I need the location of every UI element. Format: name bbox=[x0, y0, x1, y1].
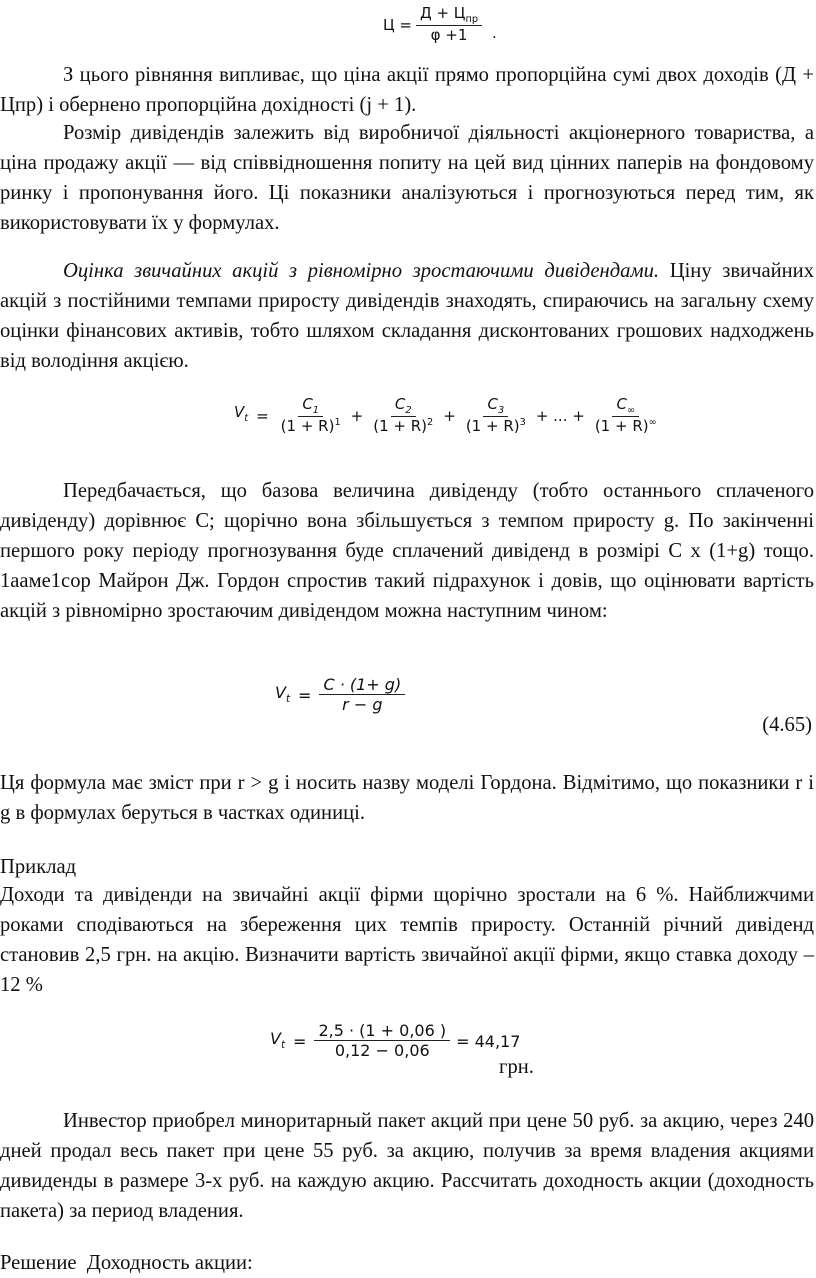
example-unit: грн. bbox=[499, 1056, 534, 1078]
pv-lhs-sub: t bbox=[244, 413, 249, 425]
gordon-fraction bbox=[319, 676, 405, 715]
pv-term-2: $\frac{C_2}{(1 + R)^2}$ bbox=[373, 395, 434, 436]
solution-line: Решение Доходность акции: bbox=[0, 1252, 253, 1274]
gordon-lhs: V bbox=[275, 682, 286, 702]
paragraph-price-explanation: З цього рівняння випливає, що ціна акції прямо пропорційна сумі двох доходів (Д + Цпр) і обернено пропорційна дохідності (j + 1). bbox=[0, 64, 814, 116]
example-result: = 44,17 bbox=[456, 1031, 521, 1051]
gordon-lhs-sub: t bbox=[285, 692, 291, 705]
paragraph-example-task: Доходи та дивіденди на звичайні акції фірми щорічно зростали на 6 %. Найближчими роками сподіваються на збереження цих темпів приросту. Останній річний дивіденд становив 2,5 грн. на акцію. Визначити вартість звичайної акції фірми, якщо ставка доходу – 12 % bbox=[0, 884, 814, 996]
example-lhs-sub: t bbox=[280, 1038, 286, 1051]
gordon-numerator: C · (1+ g) bbox=[319, 676, 405, 695]
price-formula-denominator: φ +1 bbox=[430, 26, 468, 45]
paragraph-gordon-conditions: Ця формула має зміст при r > g і носить назву моделі Гордона. Відмітимо, що показники r і g в формулах беруться в частках одиниці. bbox=[0, 772, 814, 824]
equation-number: (4.65) bbox=[762, 714, 812, 736]
example-formula bbox=[270, 1022, 520, 1061]
price-formula-trail: . bbox=[492, 24, 497, 42]
gordon-denominator: r − g bbox=[342, 695, 383, 715]
pv-equals: = bbox=[256, 406, 269, 425]
valuation-text: Ціну звичайних акцій з постійними темпами приросту дивідендів знаходять, спираючись на загальну схему оцінки фінансових активів, тобто шляхом складання дисконтованих грошових надходжень від володіння акцією. bbox=[0, 260, 814, 372]
price-formula-lhs: Ц = bbox=[383, 16, 412, 34]
pv-ellipsis: + ... + bbox=[535, 406, 585, 425]
paragraph-investor-task: Инвестор приобрел миноритарный пакет акций при цене 50 руб. за акцию, через 240 дней продал весь пакет при цене 55 руб. за акцию, получив за время владения акциями дивиденды в размере 3-х руб. на каждую акцию. Рассчитать доходность акции (доходность пакета) за период владения. bbox=[0, 1110, 814, 1222]
paragraph-stock-valuation bbox=[0, 256, 814, 376]
pv-lhs: V bbox=[234, 403, 245, 422]
present-value-formula: $V_t$ = $\frac{C_1}{(1 + R)^1}$ + $\frac{C_2}{(1 + R)^2}$ + $\frac{C_3}{(1 + R)^3}$ + ... + $\frac{C_\infty}{(1 + R)^\infty}$ bbox=[234, 396, 661, 436]
gordon-equals: = bbox=[298, 685, 312, 705]
example-fraction bbox=[314, 1022, 450, 1061]
pv-term-last: $\frac{C_\infty}{(1 + R)^\infty}$ bbox=[594, 395, 657, 436]
paragraph-gordon-intro: Передбачається, що базова величина дивіденду (тобто останнього сплаченого дивіденду) дорівнює С; щорічно вона збільшується з темпом приросту g. По закінченні першого року періоду прогнозування буде сплачений дивіденд в розмірі С х (1+g) тощо. 1ааме1сор Майрон Дж. Гордон спростив такий підрахунок і довів, що оцінювати вартість акцій з рівномірно зростаючим дивідендом можна наступним чином: bbox=[0, 480, 814, 622]
price-formula-numerator-sub: пр bbox=[465, 14, 479, 26]
example-label: Приклад bbox=[0, 856, 77, 878]
example-equals: = bbox=[293, 1031, 307, 1051]
price-formula bbox=[383, 2, 497, 48]
example-denominator: 0,12 − 0,06 bbox=[334, 1041, 430, 1061]
pv-term-3: $\frac{C_3}{(1 + R)^3}$ bbox=[465, 395, 526, 436]
gordon-formula bbox=[275, 676, 405, 715]
price-formula-fraction bbox=[416, 5, 482, 45]
example-numerator: 2,5 · (1 + 0,06 ) bbox=[314, 1022, 450, 1041]
pv-term-1: $\frac{C_1}{(1 + R)^1}$ bbox=[280, 395, 341, 436]
valuation-heading: Оцінка звичайних акцій з рівномірно зростаючими дивідендами. bbox=[63, 260, 660, 282]
example-lhs: V bbox=[270, 1028, 281, 1048]
price-formula-numerator: Д + Ц bbox=[419, 4, 466, 23]
paragraph-dividends: Розмір дивідендів залежить від виробничої діяльності акціонерного товариства, а ціна продажу акції — від співвідношення попиту на цей вид цінних паперів на фондовому ринку і пропонування його. Ці показники аналізуються і прогнозуються перед тим, як використовувати їх у формулах. bbox=[0, 122, 814, 234]
